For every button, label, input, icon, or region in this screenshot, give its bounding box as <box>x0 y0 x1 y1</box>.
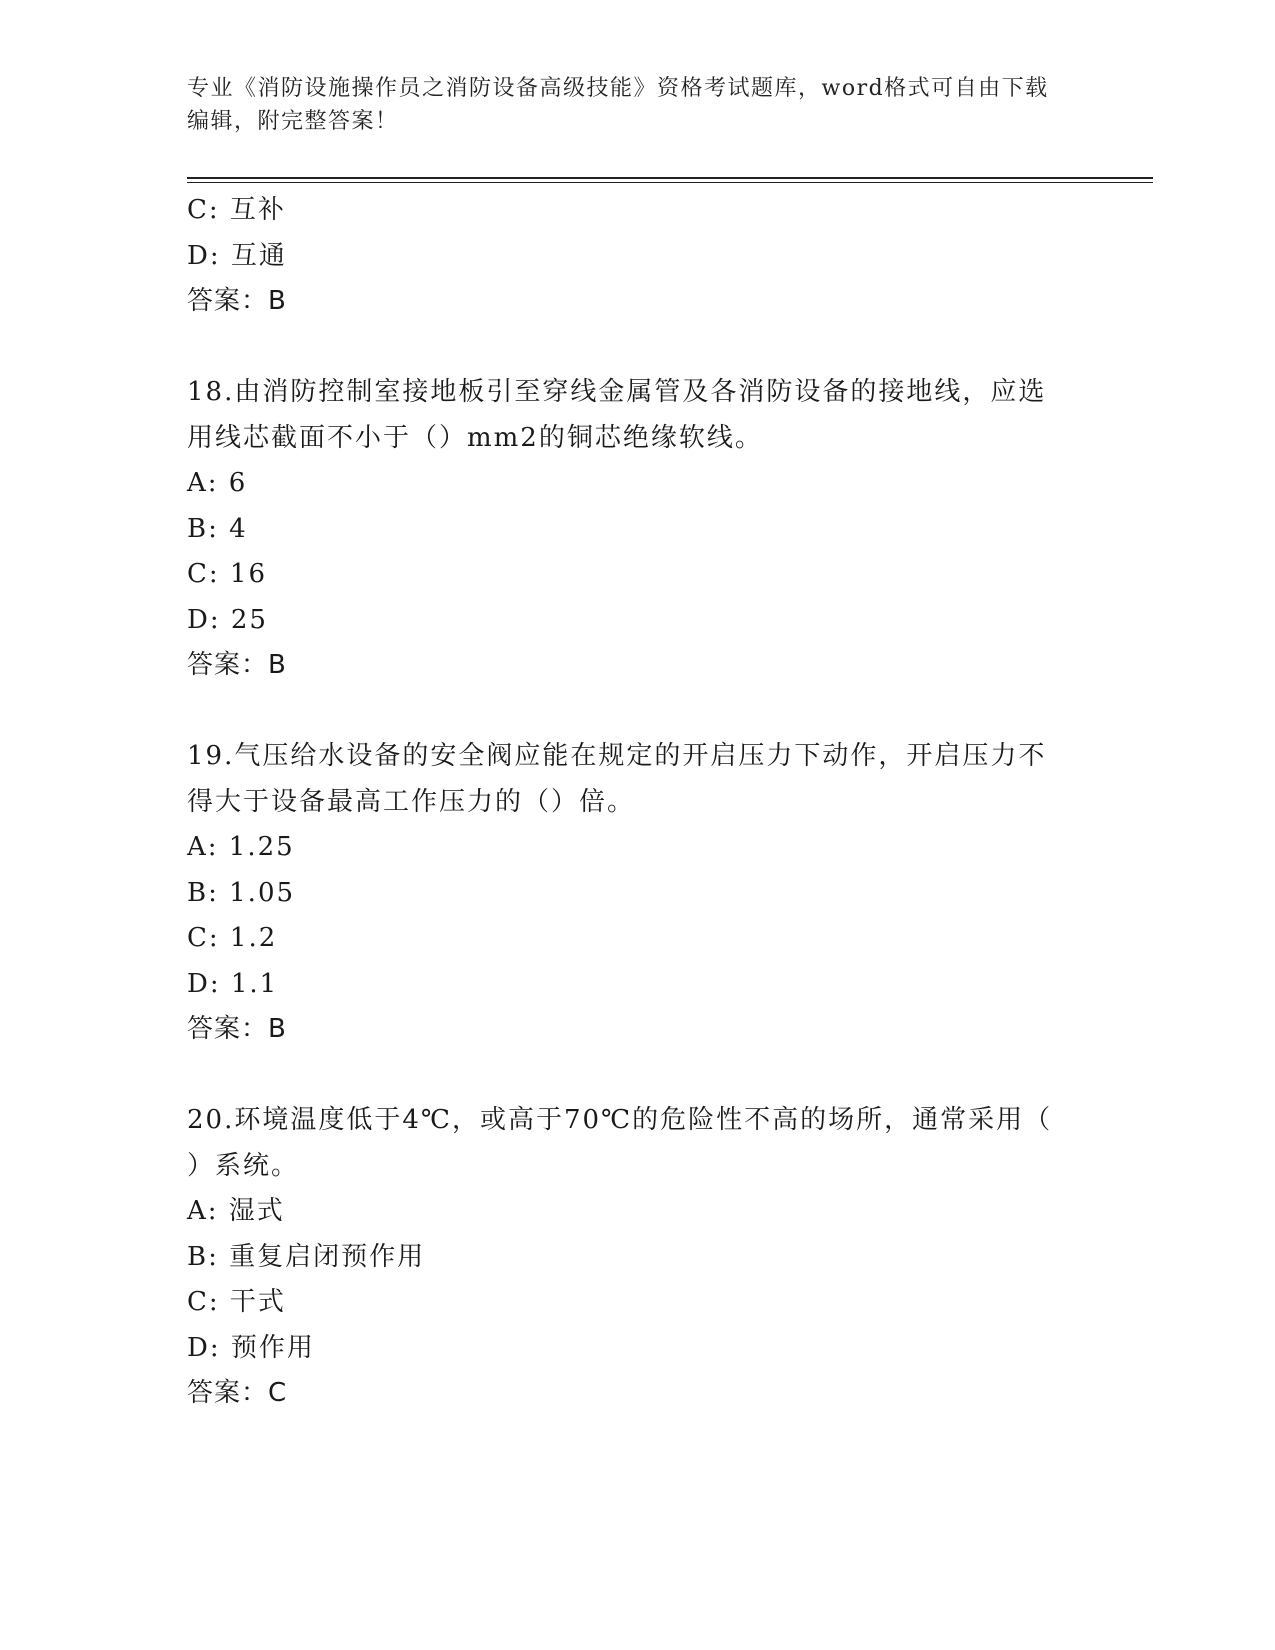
option-a: A: 6 <box>187 468 248 498</box>
spacer <box>187 1053 1087 1099</box>
option-b: B: 4 <box>187 513 248 544</box>
option-a: A: 1.25 <box>187 832 295 862</box>
option-a: A: 湿式 <box>187 1196 285 1226</box>
option-c: C: 16 <box>187 559 268 589</box>
spacer <box>187 689 1087 735</box>
header-rule-thick <box>187 177 1153 179</box>
answer-line: 答案：B <box>187 1014 287 1044</box>
question-text-line: 18.由消防控制室接地板引至穿线金属管及各消防设备的接地线，应选 <box>187 377 1047 407</box>
question-18 <box>187 370 1087 689</box>
option-c: C: 1.2 <box>187 923 278 953</box>
option-b: B: 1.05 <box>187 877 296 908</box>
page-header: 专业《消防设施操作员之消防设备高级技能》资格考试题库，word格式可自由下载编辑，附完整答案！ <box>187 76 1049 134</box>
option-d: D: 1.1 <box>187 968 279 999</box>
option-c: C: 互补 <box>187 195 286 225</box>
question-text-line: 用线芯截面不小于（）mm2的铜芯绝缘软线。 <box>187 422 763 453</box>
option-d: D: 预作用 <box>187 1332 315 1363</box>
spacer <box>187 325 1087 371</box>
option-d: D: 25 <box>187 604 268 635</box>
header-rule-thin <box>187 182 1153 183</box>
option-b: B: 重复启闭预作用 <box>187 1241 426 1272</box>
answer-line: 答案：B <box>187 286 287 316</box>
question-list <box>187 188 1087 1417</box>
question-text-line: ）系统。 <box>187 1150 300 1181</box>
question-19 <box>187 734 1087 1053</box>
question-text-line: 20.环境温度低于4℃，或高于70℃的危险性不高的场所，通常采用（ <box>187 1105 1053 1135</box>
question-text-line: 19.气压给水设备的安全阀应能在规定的开启压力下动作，开启压力不 <box>187 741 1047 771</box>
option-c: C: 干式 <box>187 1287 286 1317</box>
question-text-line: 得大于设备最高工作压力的（）倍。 <box>187 786 636 817</box>
answer-line: 答案：C <box>187 1378 288 1408</box>
question-20 <box>187 1098 1087 1417</box>
option-d: D: 互通 <box>187 240 287 271</box>
answer-line: 答案：B <box>187 650 287 680</box>
